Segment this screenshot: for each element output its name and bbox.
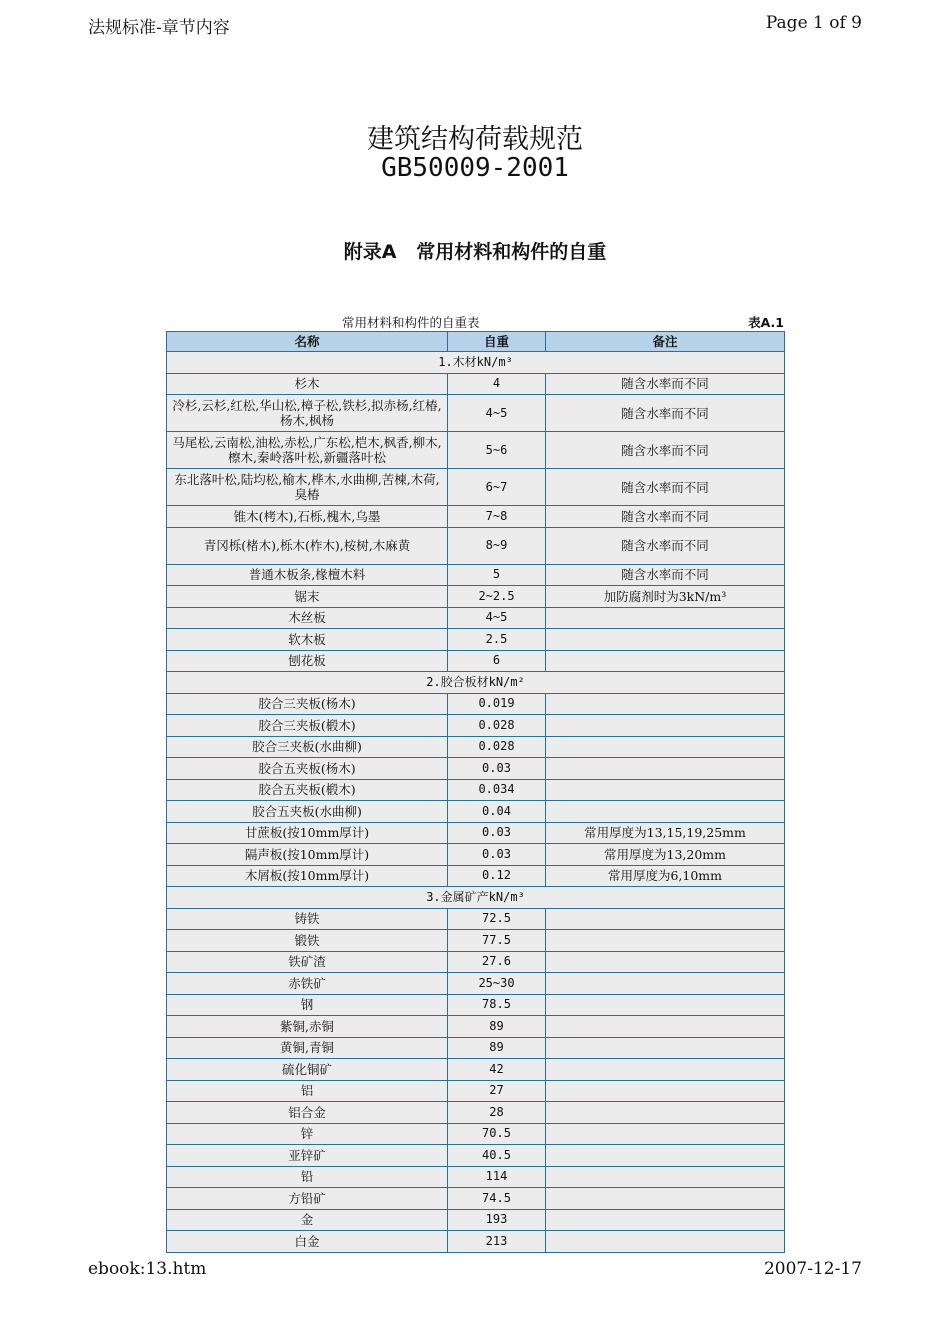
- column-header-remark: 备注: [546, 332, 785, 352]
- remark-cell: [546, 951, 785, 973]
- self-weight-cell: 89: [448, 1037, 546, 1059]
- remark-cell: [546, 1059, 785, 1081]
- material-name-cell: 铅: [167, 1166, 448, 1188]
- material-name-cell: 马尾松,云南松,油松,赤松,广东松,桤木,枫香,柳木,檫木,秦岭落叶松,新疆落叶松: [167, 432, 448, 469]
- table-row: [167, 373, 785, 395]
- material-name-cell: 东北落叶松,陆均松,榆木,桦木,水曲柳,苦楝,木荷,臭椿: [167, 469, 448, 506]
- material-name-cell: 甘蔗板(按10mm厚计): [167, 822, 448, 844]
- self-weight-cell: 7~8: [448, 506, 546, 528]
- self-weight-cell: 78.5: [448, 994, 546, 1016]
- self-weight-cell: 5~6: [448, 432, 546, 469]
- self-weight-cell: 27: [448, 1080, 546, 1102]
- self-weight-cell: 0.028: [448, 736, 546, 758]
- remark-cell: [546, 607, 785, 629]
- remark-cell: [546, 1102, 785, 1124]
- remark-cell: [546, 801, 785, 823]
- material-name-cell: 冷杉,云杉,红松,华山松,樟子松,铁杉,拟赤杨,红椿,杨木,枫杨: [167, 395, 448, 432]
- remark-cell: [546, 1166, 785, 1188]
- remark-cell: [546, 758, 785, 780]
- remark-cell: [546, 1145, 785, 1167]
- self-weight-cell: 213: [448, 1231, 546, 1253]
- material-name-cell: 黄铜,青铜: [167, 1037, 448, 1059]
- self-weight-cell: 74.5: [448, 1188, 546, 1210]
- table-row: [167, 527, 785, 564]
- self-weight-cell: 0.034: [448, 779, 546, 801]
- material-name-cell: 胶合五夹板(椴木): [167, 779, 448, 801]
- remark-cell: [546, 1209, 785, 1231]
- remark-cell: [546, 650, 785, 672]
- table-row: [167, 1059, 785, 1081]
- remark-cell: [546, 994, 785, 1016]
- table-row: [167, 844, 785, 866]
- material-name-cell: 铝: [167, 1080, 448, 1102]
- self-weight-cell: 77.5: [448, 930, 546, 952]
- remark-cell: 随含水率而不同: [546, 564, 785, 586]
- self-weight-cell: 0.04: [448, 801, 546, 823]
- self-weight-cell: 89: [448, 1016, 546, 1038]
- table-row: [167, 395, 785, 432]
- remark-cell: 随含水率而不同: [546, 395, 785, 432]
- table-row: [167, 1016, 785, 1038]
- material-name-cell: 铁矿渣: [167, 951, 448, 973]
- material-name-cell: 方铅矿: [167, 1188, 448, 1210]
- material-name-cell: 铸铁: [167, 908, 448, 930]
- self-weight-cell: 72.5: [448, 908, 546, 930]
- document-title: 建筑结构荷载规范: [367, 124, 583, 155]
- table-row: [167, 469, 785, 506]
- material-name-cell: 硫化铜矿: [167, 1059, 448, 1081]
- self-weight-cell: 2~2.5: [448, 586, 546, 608]
- self-weight-cell: 28: [448, 1102, 546, 1124]
- remark-cell: 加防腐剂时为3kN/m³: [546, 586, 785, 608]
- table-row: [167, 1166, 785, 1188]
- self-weight-cell: 2.5: [448, 629, 546, 651]
- table-row: [167, 586, 785, 608]
- material-name-cell: 胶合三夹板(椴木): [167, 715, 448, 737]
- remark-cell: 随含水率而不同: [546, 432, 785, 469]
- section-title: 1.木材kN/m³: [167, 352, 785, 374]
- section-header-row: [167, 672, 785, 694]
- remark-cell: [546, 715, 785, 737]
- remark-cell: [546, 930, 785, 952]
- material-name-cell: 胶合五夹板(水曲柳): [167, 801, 448, 823]
- self-weight-cell: 0.03: [448, 822, 546, 844]
- table-header-row: [167, 332, 785, 352]
- material-name-cell: 金: [167, 1209, 448, 1231]
- table-row: [167, 650, 785, 672]
- material-name-cell: 铝合金: [167, 1102, 448, 1124]
- material-name-cell: 亚锌矿: [167, 1145, 448, 1167]
- material-name-cell: 胶合三夹板(杨木): [167, 693, 448, 715]
- material-name-cell: 木屑板(按10mm厚计): [167, 865, 448, 887]
- table-row: [167, 693, 785, 715]
- material-name-cell: 胶合五夹板(杨木): [167, 758, 448, 780]
- column-header-name: 名称: [167, 332, 448, 352]
- table-row: [167, 1080, 785, 1102]
- section-header-row: [167, 352, 785, 374]
- remark-cell: 随含水率而不同: [546, 527, 785, 564]
- remark-cell: [546, 1016, 785, 1038]
- table-row: [167, 822, 785, 844]
- remark-cell: [546, 1080, 785, 1102]
- self-weight-cell: 40.5: [448, 1145, 546, 1167]
- material-name-cell: 杉木: [167, 373, 448, 395]
- remark-cell: [546, 736, 785, 758]
- self-weight-cell: 0.03: [448, 758, 546, 780]
- table-row: [167, 629, 785, 651]
- remark-cell: 常用厚度为13,20mm: [546, 844, 785, 866]
- remark-cell: [546, 1123, 785, 1145]
- table-row: [167, 758, 785, 780]
- remark-cell: 常用厚度为13,15,19,25mm: [546, 822, 785, 844]
- table-row: [167, 801, 785, 823]
- self-weight-cell: 4~5: [448, 607, 546, 629]
- material-name-cell: 锯末: [167, 586, 448, 608]
- table-row: [167, 1231, 785, 1253]
- remark-cell: [546, 779, 785, 801]
- table-label: 表A.1: [748, 315, 784, 330]
- material-name-cell: 胶合三夹板(水曲柳): [167, 736, 448, 758]
- material-name-cell: 钢: [167, 994, 448, 1016]
- table-row: [167, 1188, 785, 1210]
- self-weight-cell: 5: [448, 564, 546, 586]
- remark-cell: [546, 1231, 785, 1253]
- material-name-cell: 刨花板: [167, 650, 448, 672]
- self-weight-cell: 4: [448, 373, 546, 395]
- table-row: [167, 973, 785, 995]
- self-weight-cell: 6~7: [448, 469, 546, 506]
- material-name-cell: 锥木(栲木),石栎,槐木,乌墨: [167, 506, 448, 528]
- self-weight-cell: 0.019: [448, 693, 546, 715]
- material-name-cell: 软木板: [167, 629, 448, 651]
- remark-cell: [546, 1037, 785, 1059]
- material-name-cell: 紫铜,赤铜: [167, 1016, 448, 1038]
- footer-source: ebook:13.htm: [88, 1259, 207, 1279]
- table-row: [167, 951, 785, 973]
- section-header-row: [167, 887, 785, 909]
- remark-cell: [546, 973, 785, 995]
- section-title: 2.胶合板材kN/m²: [167, 672, 785, 694]
- page-number: Page 1 of 9: [765, 13, 862, 33]
- self-weight-cell: 27.6: [448, 951, 546, 973]
- table-row: [167, 994, 785, 1016]
- table-row: [167, 715, 785, 737]
- appendix-title: 附录A 常用材料和构件的自重: [343, 241, 607, 263]
- table-row: [167, 908, 785, 930]
- self-weight-cell: 4~5: [448, 395, 546, 432]
- material-name-cell: 白金: [167, 1231, 448, 1253]
- material-name-cell: 锌: [167, 1123, 448, 1145]
- self-weight-cell: 193: [448, 1209, 546, 1231]
- material-name-cell: 木丝板: [167, 607, 448, 629]
- remark-cell: [546, 629, 785, 651]
- table-row: [167, 779, 785, 801]
- table-body: [167, 332, 785, 1253]
- material-name-cell: 赤铁矿: [167, 973, 448, 995]
- self-weight-cell: 8~9: [448, 527, 546, 564]
- page-header-title: 法规标准-章节内容: [88, 18, 230, 38]
- table-row: [167, 1102, 785, 1124]
- self-weight-cell: 0.12: [448, 865, 546, 887]
- table-row: [167, 564, 785, 586]
- remark-cell: 随含水率而不同: [546, 469, 785, 506]
- table-row: [167, 607, 785, 629]
- table-row: [167, 1145, 785, 1167]
- material-name-cell: 隔声板(按10mm厚计): [167, 844, 448, 866]
- self-weight-cell: 42: [448, 1059, 546, 1081]
- material-name-cell: 普通木板条,椽檀木料: [167, 564, 448, 586]
- table-row: [167, 506, 785, 528]
- self-weight-cell: 0.03: [448, 844, 546, 866]
- table-row: [167, 1037, 785, 1059]
- column-header-weight: 自重: [448, 332, 546, 352]
- remark-cell: 常用厚度为6,10mm: [546, 865, 785, 887]
- remark-cell: 随含水率而不同: [546, 373, 785, 395]
- table-caption: 常用材料和构件的自重表: [342, 315, 480, 330]
- table-row: [167, 1209, 785, 1231]
- table-row: [167, 736, 785, 758]
- material-name-cell: 青冈栎(楮木),栎木(柞木),桉树,木麻黄: [167, 527, 448, 564]
- footer-date: 2007-12-17: [763, 1259, 862, 1279]
- table-row: [167, 432, 785, 469]
- table-row: [167, 1123, 785, 1145]
- self-weight-cell: 6: [448, 650, 546, 672]
- remark-cell: 随含水率而不同: [546, 506, 785, 528]
- remark-cell: [546, 1188, 785, 1210]
- self-weight-cell: 70.5: [448, 1123, 546, 1145]
- material-weight-table: [166, 331, 785, 1253]
- remark-cell: [546, 693, 785, 715]
- self-weight-cell: 25~30: [448, 973, 546, 995]
- table-row: [167, 930, 785, 952]
- standard-code: GB50009-2001: [381, 153, 569, 183]
- material-name-cell: 锻铁: [167, 930, 448, 952]
- self-weight-cell: 0.028: [448, 715, 546, 737]
- section-title: 3.金属矿产kN/m³: [167, 887, 785, 909]
- self-weight-cell: 114: [448, 1166, 546, 1188]
- remark-cell: [546, 908, 785, 930]
- table-row: [167, 865, 785, 887]
